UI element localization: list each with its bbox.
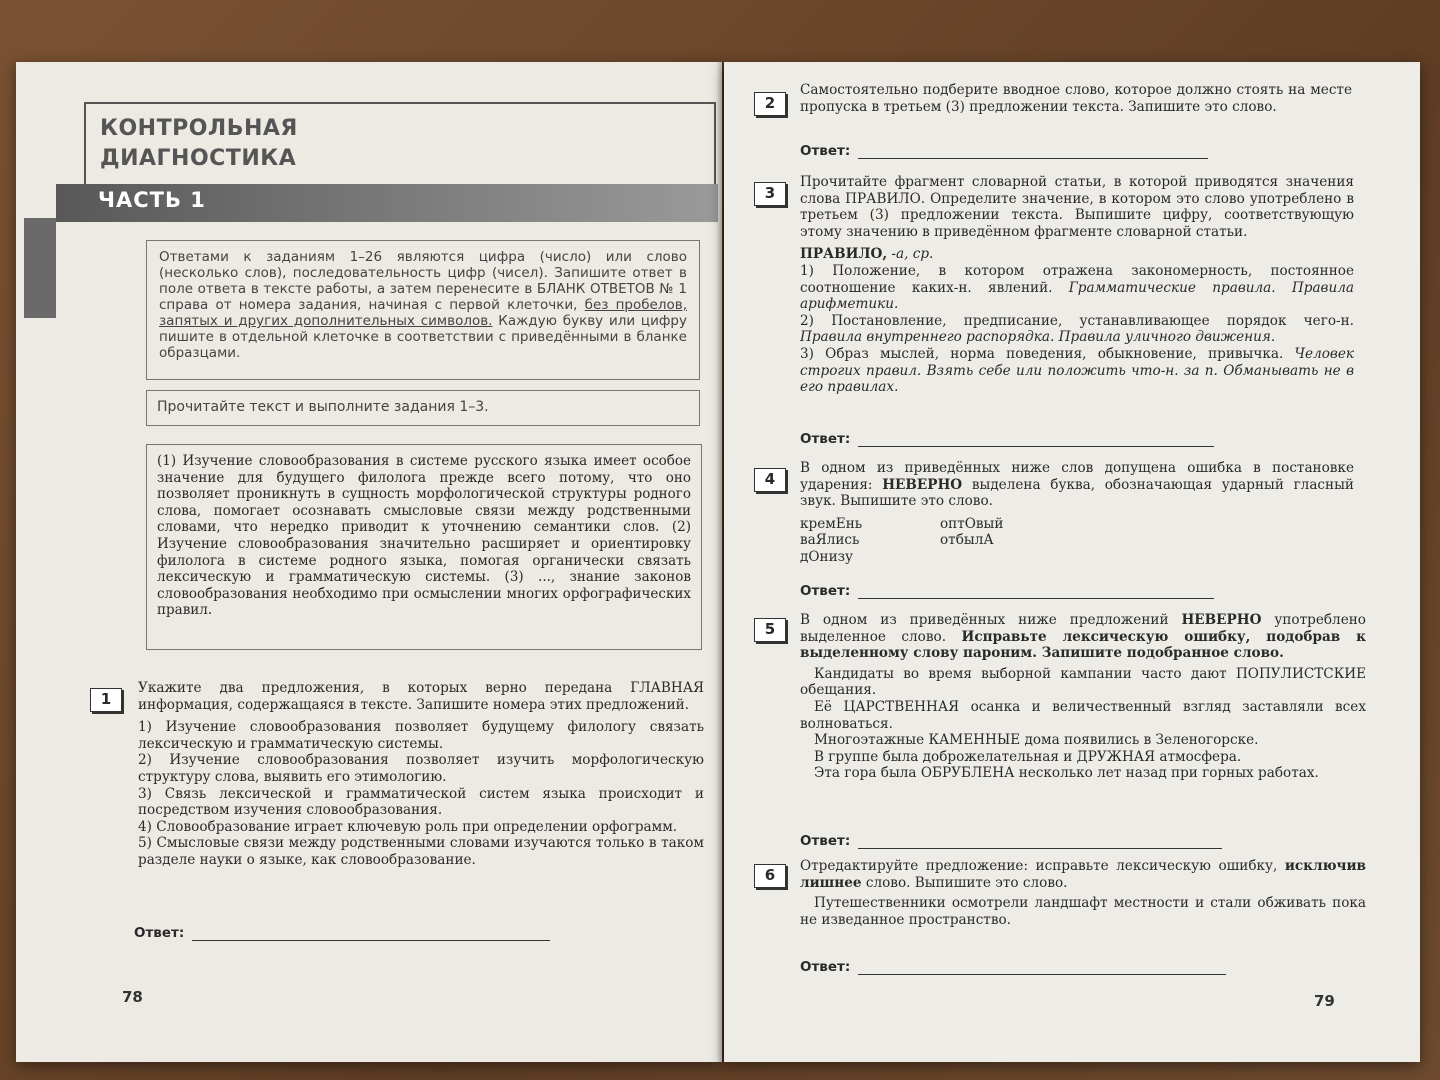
title-line-2: ДИАГНОСТИКА bbox=[100, 146, 297, 171]
task-1-option-5: 5) Смысловые связи между родственными словами изучаются только в таком разделе науки о языке, как словообразование. bbox=[138, 835, 704, 868]
sentence-text: осанка и величественный взгляд заставляли всех волноваться. bbox=[800, 698, 1367, 732]
task-6-answer-label: Ответ: bbox=[800, 959, 851, 975]
instructions-underlined: без пробелов, запятых и других дополнительных символов. bbox=[159, 297, 687, 329]
task-4-question: В одном из приведённых ниже слов допущена ошибка в постановке ударения: bbox=[800, 460, 1354, 493]
task-3-question: Прочитайте фрагмент словарной статьи, в которой приводятся значения слова ПРАВИЛО. Определите значение, в котором это слово употреблено в третьем (3) предложении текста. Выпишите цифру, соответствующую этому значению в приведённом фрагменте словарной статьи. bbox=[800, 174, 1354, 240]
instructions-box bbox=[146, 240, 700, 380]
sentence-text: Эта гора была bbox=[814, 765, 921, 782]
title-box bbox=[84, 102, 716, 188]
meaning-3: 3) Образ мыслей, норма поведения, обыкновение, привычка. bbox=[800, 345, 1295, 362]
task-6-emphasis: исключив лишнее bbox=[800, 858, 1366, 891]
source-text-box bbox=[146, 444, 702, 650]
instructions-text-end: Каждую букву или цифру пишите в отдельной клеточке в соответствии с приведёнными в бланке образцами. bbox=[159, 313, 687, 361]
task-4-question-end: выделена буква, обозначающая ударный гласный звук. Выпишите это слово. bbox=[800, 476, 1354, 510]
part-side-tab bbox=[24, 218, 56, 318]
stress-words bbox=[800, 516, 1354, 566]
sentence-text: обещания. bbox=[800, 682, 877, 699]
part-header-bar bbox=[56, 184, 718, 222]
word-option: кремЕнь bbox=[800, 515, 863, 532]
task-1-answer-label: Ответ: bbox=[134, 925, 185, 941]
highlighted-word: КАМЕННЫЕ bbox=[928, 732, 1021, 749]
task-5-instruction: Исправьте лексическую ошибку, подобрав к выделенному слову пароним. Запишите подобранное слово. bbox=[800, 628, 1366, 662]
task-4-answer bbox=[800, 580, 1214, 599]
task-1 bbox=[138, 680, 704, 869]
task-1-option-2: 2) Изучение словообразования позволяет изучить морфологическую структуру слова, выявить его этимологию. bbox=[138, 752, 704, 785]
task-3-answer-label: Ответ: bbox=[800, 431, 851, 447]
task-3 bbox=[800, 174, 1354, 396]
sentence-text: атмосфера. bbox=[1155, 748, 1242, 765]
dictionary-grammar: -а, ср. bbox=[887, 246, 934, 263]
task-4-emphasis: НЕВЕРНО bbox=[882, 476, 963, 493]
instructions-text: Ответами к заданиям 1–26 являются цифра (число) или слово (несколько слов), последовательность цифр (чисел). Запишите ответ в поле ответа в тексте работы, а затем перенесите в БЛАНК ОТВЕТОВ № 1 справа от номера задания, начиная с первой клеточки, bbox=[159, 249, 687, 313]
word-option: оптОвый bbox=[940, 515, 1004, 532]
highlighted-word: ПОПУЛИСТСКИЕ bbox=[1235, 665, 1366, 682]
sentence-text: дома появились в Зеленогорске. bbox=[1020, 732, 1259, 749]
sentence-text: В группе была доброжелательная и bbox=[814, 748, 1077, 765]
task-number-3: 3 bbox=[754, 182, 786, 206]
task-number-2: 2 bbox=[754, 92, 786, 116]
meaning-3-example: Человек строгих правил. Взять себе или положить что-н. за п. Обманывать не в его правилах. bbox=[800, 345, 1354, 396]
task-2-question: Самостоятельно подберите вводное слово, которое должно стоять на месте пропуска в третьем (3) предложении текста. Запишите это слово. bbox=[800, 82, 1352, 115]
source-text: (1) Изучение словообразования в системе русского языка имеет особое значение для будущего филолога прежде всего потому, что оно позволяет проникнуть в сущность морфологической структуры родного слова, помогает осознавать смысловые связи между родственными словами, что нередко приводит к уточнению семантики слов. (2) Изучение словообразования значительно расширяет и ориентировку филолога в системе родного языка, помогая органически связать лексическую и грамматическую системы. (3) ..., знание законов словообразования необходимо при осмыслении многих орфографических правил. bbox=[157, 453, 691, 619]
task-5 bbox=[800, 612, 1366, 782]
title-line-1: КОНТРОЛЬНАЯ bbox=[100, 116, 298, 141]
highlighted-word: ЦАРСТВЕННАЯ bbox=[843, 698, 960, 715]
meaning-2-example: Правила внутреннего распорядка. Правила уличного движения. bbox=[800, 329, 1276, 346]
task-2-answer-label: Ответ: bbox=[800, 143, 851, 159]
left-page bbox=[16, 62, 722, 1062]
task-1-answer bbox=[134, 922, 550, 941]
task-6-answer bbox=[800, 956, 1226, 975]
task-6-question-end: слово. Выпишите это слово. bbox=[861, 874, 1068, 891]
meaning-1-example: Грамматические правила. Правила арифметики. bbox=[800, 279, 1354, 313]
task-3-answer-field[interactable] bbox=[858, 434, 1214, 447]
task-5-question-mid: употреблено выделенное слово. bbox=[800, 612, 1366, 645]
task-4 bbox=[800, 460, 1354, 566]
task-2-answer bbox=[800, 140, 1208, 159]
task-6-answer-field[interactable] bbox=[858, 962, 1226, 975]
highlighted-word: ДРУЖНАЯ bbox=[1076, 748, 1156, 765]
task-5-emphasis: НЕВЕРНО bbox=[1181, 612, 1262, 628]
meaning-2: 2) Постановление, предписание, устанавливающее порядок чего-н. bbox=[800, 312, 1354, 329]
sentence-text: Многоэтажные bbox=[814, 732, 929, 749]
task-1-option-3: 3) Связь лексической и грамматической систем языка происходит и посредством изучения словообразования. bbox=[138, 785, 704, 819]
task-number-5: 5 bbox=[754, 618, 786, 642]
task-6 bbox=[800, 858, 1366, 928]
sentence-text: несколько лет назад при горных работах. bbox=[1014, 765, 1319, 782]
task-3-answer bbox=[800, 428, 1214, 447]
read-task-box bbox=[146, 390, 700, 426]
word-option: дОнизу bbox=[800, 548, 854, 565]
page-number-right: 79 bbox=[1314, 992, 1335, 1010]
task-4-answer-field[interactable] bbox=[858, 586, 1214, 599]
read-task-text: Прочитайте текст и выполните задания 1–3. bbox=[157, 399, 489, 415]
task-number-1: 1 bbox=[90, 688, 122, 712]
meaning-1: 1) Положение, в котором отражена закономерность, постоянное соотношение каких-н. явлений. bbox=[800, 262, 1354, 296]
word-option: отбылА bbox=[940, 532, 994, 549]
task-5-question: В одном из приведённых ниже предложений bbox=[800, 612, 1182, 628]
task-1-question: Укажите два предложения, в которых верно передана ГЛАВНАЯ информация, содержащаяся в тексте. Запишите номера этих предложений. bbox=[138, 680, 704, 713]
highlighted-word: ОБРУБЛЕНА bbox=[920, 765, 1015, 782]
task-5-answer-field[interactable] bbox=[858, 836, 1222, 849]
task-number-6: 6 bbox=[754, 864, 786, 888]
sentence-text: Её bbox=[814, 698, 844, 715]
page-number-left: 78 bbox=[122, 988, 143, 1006]
task-1-answer-field[interactable] bbox=[192, 928, 550, 941]
page-title bbox=[100, 114, 298, 174]
task-6-sentence: Путешественники осмотрели ландшафт местности и стали обживать пока не изведанное пространство. bbox=[800, 895, 1366, 928]
task-2 bbox=[800, 82, 1352, 115]
task-5-answer-label: Ответ: bbox=[800, 833, 851, 849]
task-1-option-4: 4) Словообразование играет ключевую роль при определении орфограмм. bbox=[138, 818, 678, 835]
task-2-answer-field[interactable] bbox=[858, 146, 1208, 159]
task-1-option-1: 1) Изучение словообразования позволяет будущему филологу связать лексическую и грамматическую системы. bbox=[138, 719, 704, 752]
task-6-question: Отредактируйте предложение: исправьте лексическую ошибку, bbox=[800, 858, 1285, 874]
sentence-text: Кандидаты во время выборной кампании часто дают bbox=[814, 665, 1236, 682]
dictionary-headword: ПРАВИЛО, bbox=[800, 246, 888, 263]
part-label: ЧАСТЬ 1 bbox=[98, 188, 206, 212]
task-number-4: 4 bbox=[754, 468, 786, 492]
task-4-answer-label: Ответ: bbox=[800, 583, 851, 599]
word-option: ваЯлись bbox=[800, 532, 860, 549]
right-page bbox=[724, 62, 1420, 1062]
task-5-answer bbox=[800, 830, 1222, 849]
